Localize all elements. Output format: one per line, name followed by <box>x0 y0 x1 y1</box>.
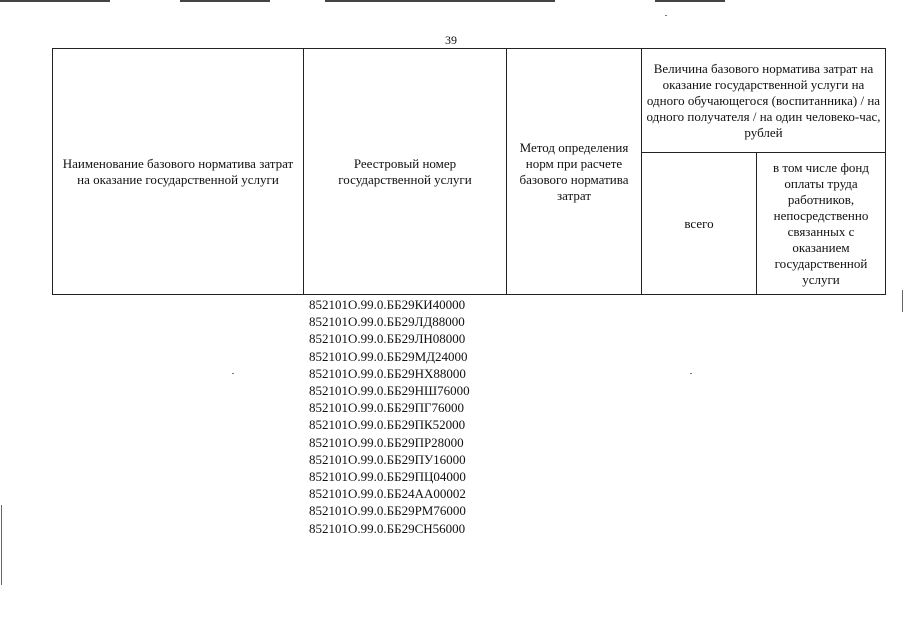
registry-code: 852101О.99.0.ББ29ЛН08000 <box>309 331 466 347</box>
header-cell-registry-number: Реестровый номер государственной услуги <box>304 49 507 295</box>
header-cell-name: Наименование базового норматива затрат на оказание государственной услуги <box>53 49 304 295</box>
header-cell-payroll: в том числе фонд оплаты труда работников, непосредственно связанных с оказанием государственной услуги <box>757 153 886 295</box>
scan-speck <box>690 373 692 374</box>
registry-code: 852101О.99.0.ББ29РМ76000 <box>309 503 466 519</box>
registry-code: 852101О.99.0.ББ29ПК52000 <box>309 417 466 433</box>
header-cell-method: Метод определения норм при расчете базового норматива затрат <box>507 49 642 295</box>
registry-code: 852101О.99.0.ББ29ПУ16000 <box>309 451 466 467</box>
scan-speck <box>665 15 667 16</box>
scan-edge-mark <box>902 290 903 312</box>
registry-code-list <box>309 296 470 537</box>
norms-header-table <box>52 48 886 295</box>
registry-code: 852101О.99.0.ББ29НШ76000 <box>309 383 470 399</box>
registry-code: 852101О.99.0.ББ29НХ88000 <box>309 365 466 381</box>
registry-code: 852101О.99.0.ББ29ПГ76000 <box>309 400 464 416</box>
scan-edge-line <box>0 0 110 2</box>
registry-code: 852101О.99.0.ББ29КИ40000 <box>309 297 466 312</box>
scan-edge-mark <box>1 505 2 585</box>
scan-edge-line <box>325 0 555 2</box>
registry-code: 852101О.99.0.ББ24АА00002 <box>309 486 466 502</box>
header-cell-total: всего <box>642 153 757 295</box>
registry-code: 852101О.99.0.ББ29СН56000 <box>309 520 466 536</box>
registry-code: 852101О.99.0.ББ29ЛД88000 <box>309 314 465 330</box>
scan-speck <box>232 373 234 374</box>
header-cell-norm-value: Величина базового норматива затрат на оказание государственной услуги на одного обучающегося (воспитанника) / на одного получателя / на один человеко-час, рублей <box>642 49 886 153</box>
registry-code: 852101О.99.0.ББ29ПЦ04000 <box>309 469 466 485</box>
scan-edge-line <box>180 0 270 2</box>
registry-code: 852101О.99.0.ББ29ПР28000 <box>309 434 464 450</box>
page-number: 39 <box>445 33 457 47</box>
registry-code: 852101О.99.0.ББ29МД24000 <box>309 348 468 364</box>
scan-edge-line <box>655 0 725 2</box>
